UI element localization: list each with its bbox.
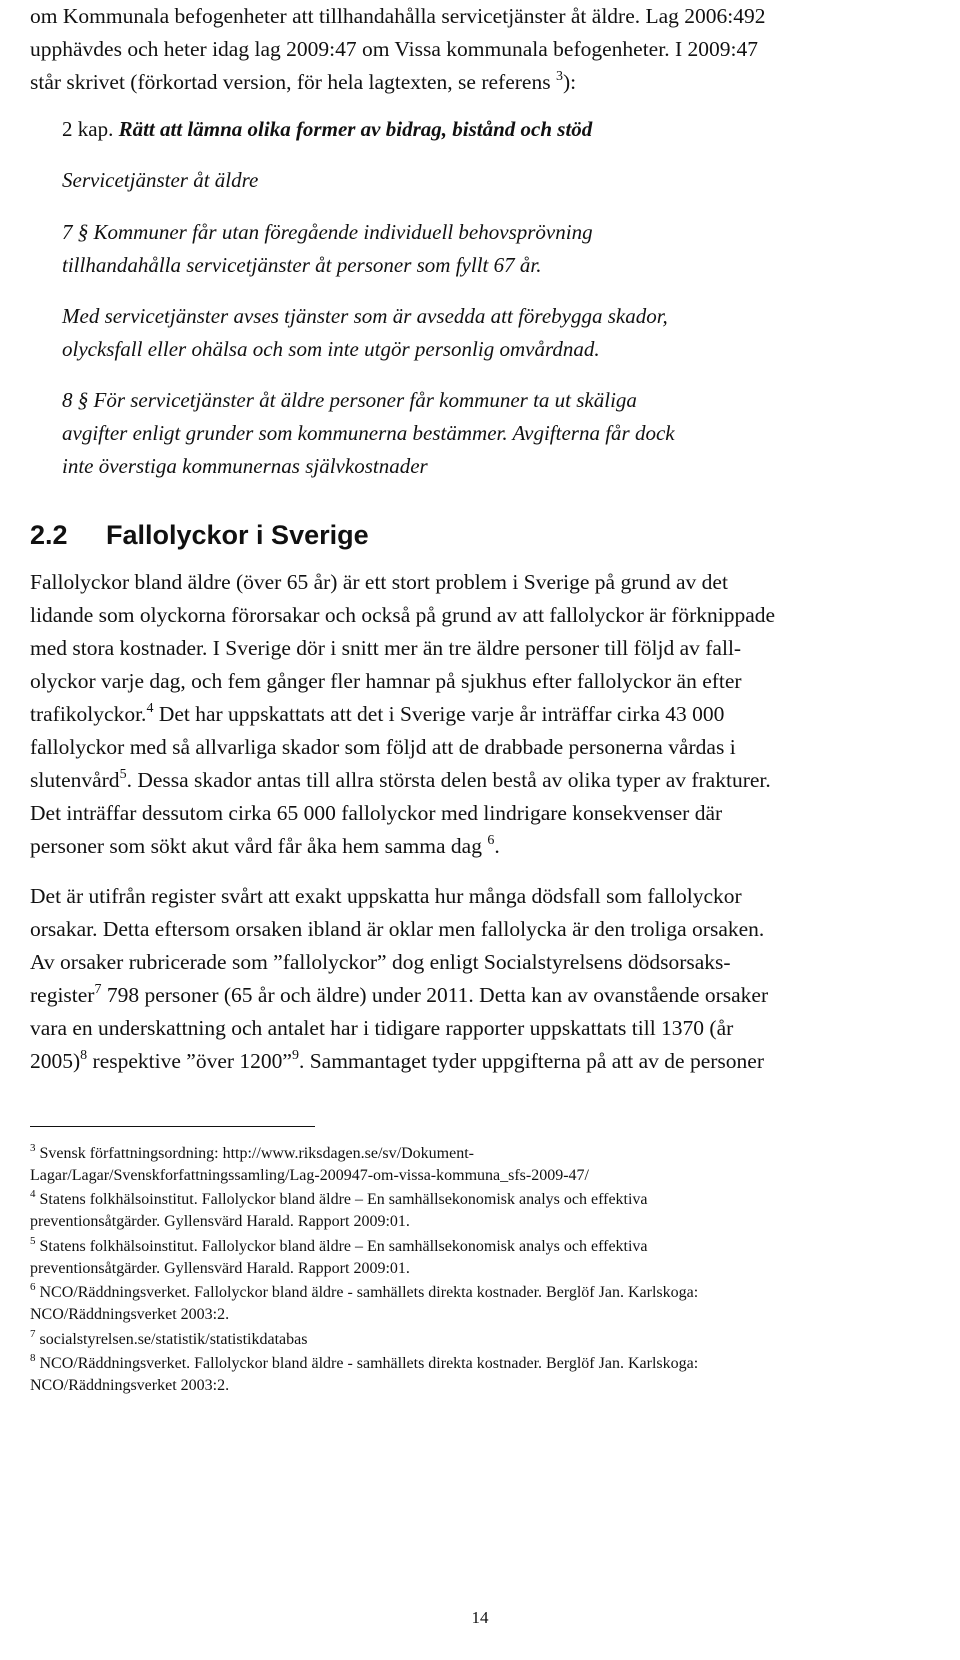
footnote-ref[interactable]: 8 xyxy=(80,1048,88,1063)
footnote-line: NCO/Räddningsverket 2003:2. xyxy=(30,1377,230,1394)
text-run: slutenvård xyxy=(30,768,120,792)
footnote-text[interactable]: Svensk författningsordning: http://www.riksdagen.se/sv/Dokument- xyxy=(35,1145,474,1162)
text-line xyxy=(30,830,930,863)
text-line: Det är utifrån register svårt att exakt uppskatta hur många dödsfall som fallolyckor xyxy=(30,884,742,908)
text-line: Av orsaker rubricerade som ”fallolyckor” dog enligt Socialstyrelsens dödsorsaks- xyxy=(30,950,731,974)
text-line: olyckor varje dag, och fem gånger fler hamnar på sjukhus efter fallolyckor än efter xyxy=(30,669,742,693)
footnote-line xyxy=(30,1282,940,1304)
chapter-number: 2 kap. xyxy=(62,117,114,141)
footnote-ref[interactable]: 3 xyxy=(555,69,563,84)
footnote-separator xyxy=(30,1126,315,1127)
footnote-text: NCO/Räddningsverket. Fallolyckor bland äldre - samhällets direkta kostnader. Berglöf Jan. Karlskoga: xyxy=(35,1284,699,1301)
text-line: vara en underskattning och antalet har i tidigare rapporter uppskattats till 1370 (år xyxy=(30,1016,734,1040)
text-line: tillhandahålla servicetjänster åt personer som fyllt 67 år. xyxy=(62,253,542,277)
text-run: 2005) xyxy=(30,1049,81,1073)
section-number: 2.2 xyxy=(30,520,68,550)
footnote-line: preventionsåtgärder. Gyllensvärd Harald. Rapport 2009:01. xyxy=(30,1213,410,1230)
footnote-line: preventionsåtgärder. Gyllensvärd Harald. Rapport 2009:01. xyxy=(30,1260,410,1277)
footnote-line[interactable]: Lagar/Lagar/Svenskforfattningssamling/Lag-200947-om-vissa-kommuna_sfs-2009-47/ xyxy=(30,1167,589,1184)
text-run: . Sammantaget tyder uppgifterna på att av de personer xyxy=(298,1049,765,1073)
text-line: inte överstiga kommunernas självkostnader xyxy=(62,454,428,478)
text-line: avgifter enligt grunder som kommunerna bestämmer. Avgifterna får dock xyxy=(62,421,675,445)
text-run: står skrivet (förkortad version, för hela lagtexten, se referens xyxy=(30,70,551,94)
footnote-number: 8 xyxy=(30,1352,36,1364)
footnote-6 xyxy=(30,1282,940,1326)
text-line: om Kommunala befogenheter att tillhandahålla servicetjänster åt äldre. Lag 2006:492 xyxy=(30,4,766,28)
footnote-line xyxy=(30,1189,940,1211)
text-line: upphävdes och heter idag lag 2009:47 om Vissa kommunala befogenheter. I 2009:47 xyxy=(30,37,758,61)
footnote-ref[interactable]: 9 xyxy=(291,1048,299,1063)
footnote-number: 7 xyxy=(30,1328,36,1340)
law-quote xyxy=(62,113,922,483)
footnote-line xyxy=(30,1143,940,1165)
text-run: register xyxy=(30,983,95,1007)
footnote-ref[interactable]: 5 xyxy=(119,767,127,782)
footnote-ref[interactable]: 6 xyxy=(487,833,495,848)
text-line xyxy=(30,764,930,797)
text-line: orsakar. Detta eftersom orsaken ibland är oklar men fallolycka är den troliga orsaken. xyxy=(30,917,765,941)
footnote-ref[interactable]: 7 xyxy=(94,982,102,997)
footnote-3 xyxy=(30,1143,940,1187)
footnote-4 xyxy=(30,1189,940,1233)
text-line: 8 § För servicetjänster åt äldre personer får kommuner ta ut skäliga xyxy=(62,388,637,412)
text-line: Det inträffar dessutom cirka 65 000 fallolyckor med lindrigare konsekvenser där xyxy=(30,801,723,825)
text-line: fallolyckor med så allvarliga skador som följd att de drabbade personerna vårdas i xyxy=(30,735,736,759)
text-run: . xyxy=(494,834,500,858)
footnote-number: 4 xyxy=(30,1188,36,1200)
footnote-ref[interactable]: 4 xyxy=(146,701,154,716)
footnote-number: 5 xyxy=(30,1235,36,1247)
footnote-text: Statens folkhälsoinstitut. Fallolyckor bland äldre – En samhällsekonomisk analys och effektiva xyxy=(35,1238,648,1255)
text-run: 798 personer (65 år och äldre) under 2011. Detta kan av ovanstående orsaker xyxy=(101,983,769,1007)
text-line: Med servicetjänster avses tjänster som är avsedda att förebygga skador, xyxy=(62,304,668,328)
text-run: ): xyxy=(562,70,577,94)
intro-paragraph xyxy=(30,0,930,99)
text-line xyxy=(30,66,930,99)
quote-subtitle: Servicetjänster åt äldre xyxy=(62,168,259,192)
page-number: 14 xyxy=(471,1608,489,1627)
text-run: personer som sökt akut vård får åka hem samma dag xyxy=(30,834,482,858)
footnote-line xyxy=(30,1353,940,1375)
section-title: Fallolyckor i Sverige xyxy=(106,520,369,550)
footnote-8 xyxy=(30,1353,940,1397)
footnote-7 xyxy=(30,1329,940,1351)
text-run: respektive ”över 1200” xyxy=(87,1049,292,1073)
section-heading xyxy=(30,520,369,551)
text-line: med stora kostnader. I Sverige dör i snitt mer än tre äldre personer till följd av fall- xyxy=(30,636,742,660)
text-line: lidande som olyckorna förorsakar och också på grund av att fallolyckor är förknippade xyxy=(30,603,776,627)
text-line: 7 § Kommuner får utan föregående individuell behovsprövning xyxy=(62,220,593,244)
footnote-line: NCO/Räddningsverket 2003:2. xyxy=(30,1306,230,1323)
footnote-text: NCO/Räddningsverket. Fallolyckor bland äldre - samhällets direkta kostnader. Berglöf Jan. Karlskoga: xyxy=(35,1355,699,1372)
footnote-5 xyxy=(30,1236,940,1280)
footnote-text[interactable]: socialstyrelsen.se/statistik/statistikdatabas xyxy=(35,1331,308,1348)
text-run: . Dessa skador antas till allra största delen bestå av olika typer av frakturer. xyxy=(126,768,771,792)
body-paragraph-2 xyxy=(30,880,930,1078)
text-line xyxy=(30,979,930,1012)
footnote-number: 6 xyxy=(30,1281,36,1293)
footnote-number: 3 xyxy=(30,1142,36,1154)
text-line xyxy=(30,1045,930,1078)
text-line xyxy=(30,698,930,731)
text-line: Fallolyckor bland äldre (över 65 år) är ett stort problem i Sverige på grund av det xyxy=(30,570,728,594)
footnote-line xyxy=(30,1236,940,1258)
text-line: olycksfall eller ohälsa och som inte utgör personlig omvårdnad. xyxy=(62,337,600,361)
footnote-text: Statens folkhälsoinstitut. Fallolyckor bland äldre – En samhällsekonomisk analys och effektiva xyxy=(35,1191,648,1208)
text-run: Det har uppskattats att det i Sverige varje år inträffar cirka 43 000 xyxy=(153,702,725,726)
text-run: trafikolyckor. xyxy=(30,702,147,726)
chapter-heading xyxy=(62,113,922,146)
chapter-title: Rätt att lämna olika former av bidrag, bistånd och stöd xyxy=(118,117,593,141)
body-paragraph-1 xyxy=(30,566,930,863)
footnote-line xyxy=(30,1329,940,1351)
